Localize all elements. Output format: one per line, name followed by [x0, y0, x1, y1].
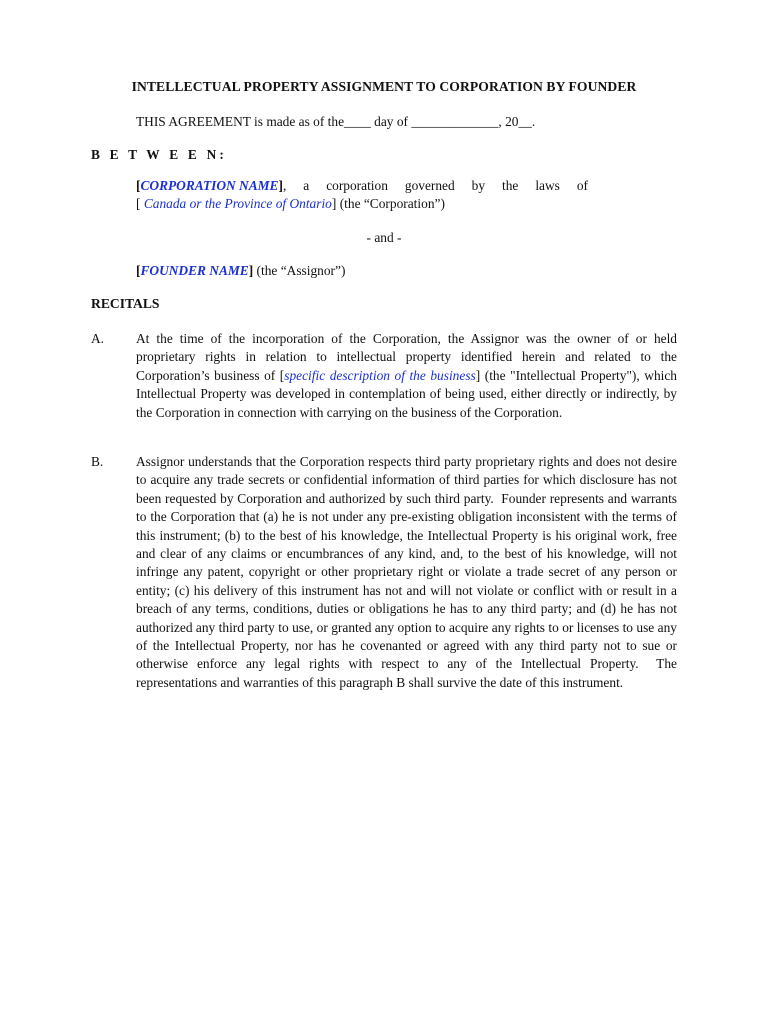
- recital-marker: A.: [91, 331, 105, 346]
- founder-name-placeholder: FOUNDER NAME: [140, 263, 249, 278]
- open-bracket: [: [136, 263, 141, 278]
- recital-a-text: [136, 330, 677, 422]
- close-bracket: ]: [248, 263, 254, 278]
- corporation-comma: ,: [282, 178, 287, 193]
- corporation-word: by: [471, 178, 486, 193]
- corporation-line-2: [136, 195, 588, 213]
- corporation-line-1: [136, 177, 588, 195]
- corporation-word: of: [576, 178, 588, 193]
- corporation-party: [136, 177, 588, 214]
- corporation-defined-term: ] (the “Corporation”): [331, 196, 445, 212]
- corporation-word: corporation: [326, 178, 388, 193]
- business-description-placeholder: specific description of the business: [284, 367, 476, 383]
- corporation-word: a: [303, 178, 310, 193]
- close-bracket: ]: [278, 178, 283, 193]
- recitals-heading: RECITALS: [91, 296, 160, 311]
- between-label: B E T W E E N:: [91, 147, 228, 162]
- agreement-date-line: THIS AGREEMENT is made as of the____ day of _____________, 20__.: [136, 114, 536, 129]
- recital-a-text-before: At the time of the incorporation of the Corporation, the Assignor was the owner of or held proprietary rights in relation to intellectual property identified herein and related to the Corporation’s business of [: [136, 331, 677, 383]
- founder-defined-term: (the “Assignor”): [253, 263, 346, 278]
- open-bracket: [: [136, 178, 141, 193]
- corporation-name-placeholder: CORPORATION NAME: [140, 178, 279, 193]
- recital-a-text-after: ] (the "Intellectual Property"), which Intellectual Property was developed in contemplation of being used, either directly or indirectly, by the Corporation in connection with carrying on the business of the Corporation.: [136, 367, 677, 420]
- jurisdiction-open: [: [136, 196, 144, 212]
- corporation-word: governed: [404, 178, 455, 193]
- and-separator: - and -: [366, 230, 402, 245]
- corporation-word: laws: [535, 178, 560, 193]
- document-title: INTELLECTUAL PROPERTY ASSIGNMENT TO CORPORATION BY FOUNDER: [131, 79, 637, 94]
- jurisdiction-placeholder: Canada or the Province of Ontario: [143, 196, 332, 212]
- recital-b-text: Assignor understands that the Corporation respects third party proprietary rights and does not desire to acquire any trade secrets or confidential information of third parties for which disclosure has not been requested by Corporation and authorized by such third party. Founder represents and warrants to the Corporation that (a) he is not under any pre-existing obligation inconsistent with the terms of this instrument; (b) to the best of his knowledge, the Intellectual Property is his original work, free and clear of any claims or encumbrances of any kind, and, to the best of his knowledge, will not infringe any patent, copyright or other proprietary right or violate a trade secret of any person or entity; (c) his delivery of this instrument has not and will not violate or conflict with or result in a breach of any terms, conditions, duties or obligations he has to any third party; and (d) he has not authorized any third party to use, or granted any option to acquire any rights to or licenses to use any of the Intellectual Property, nor has he covenanted or agreed with any third party not to sue or otherwise enforce any legal rights with respect to any of the Intellectual Property. The representations and warranties of this paragraph B shall survive the date of this instrument.: [136, 454, 681, 690]
- corporation-name-group: [136, 177, 286, 195]
- founder-party: [136, 262, 345, 280]
- corporation-word: the: [502, 178, 519, 193]
- recital-marker: B.: [91, 454, 104, 469]
